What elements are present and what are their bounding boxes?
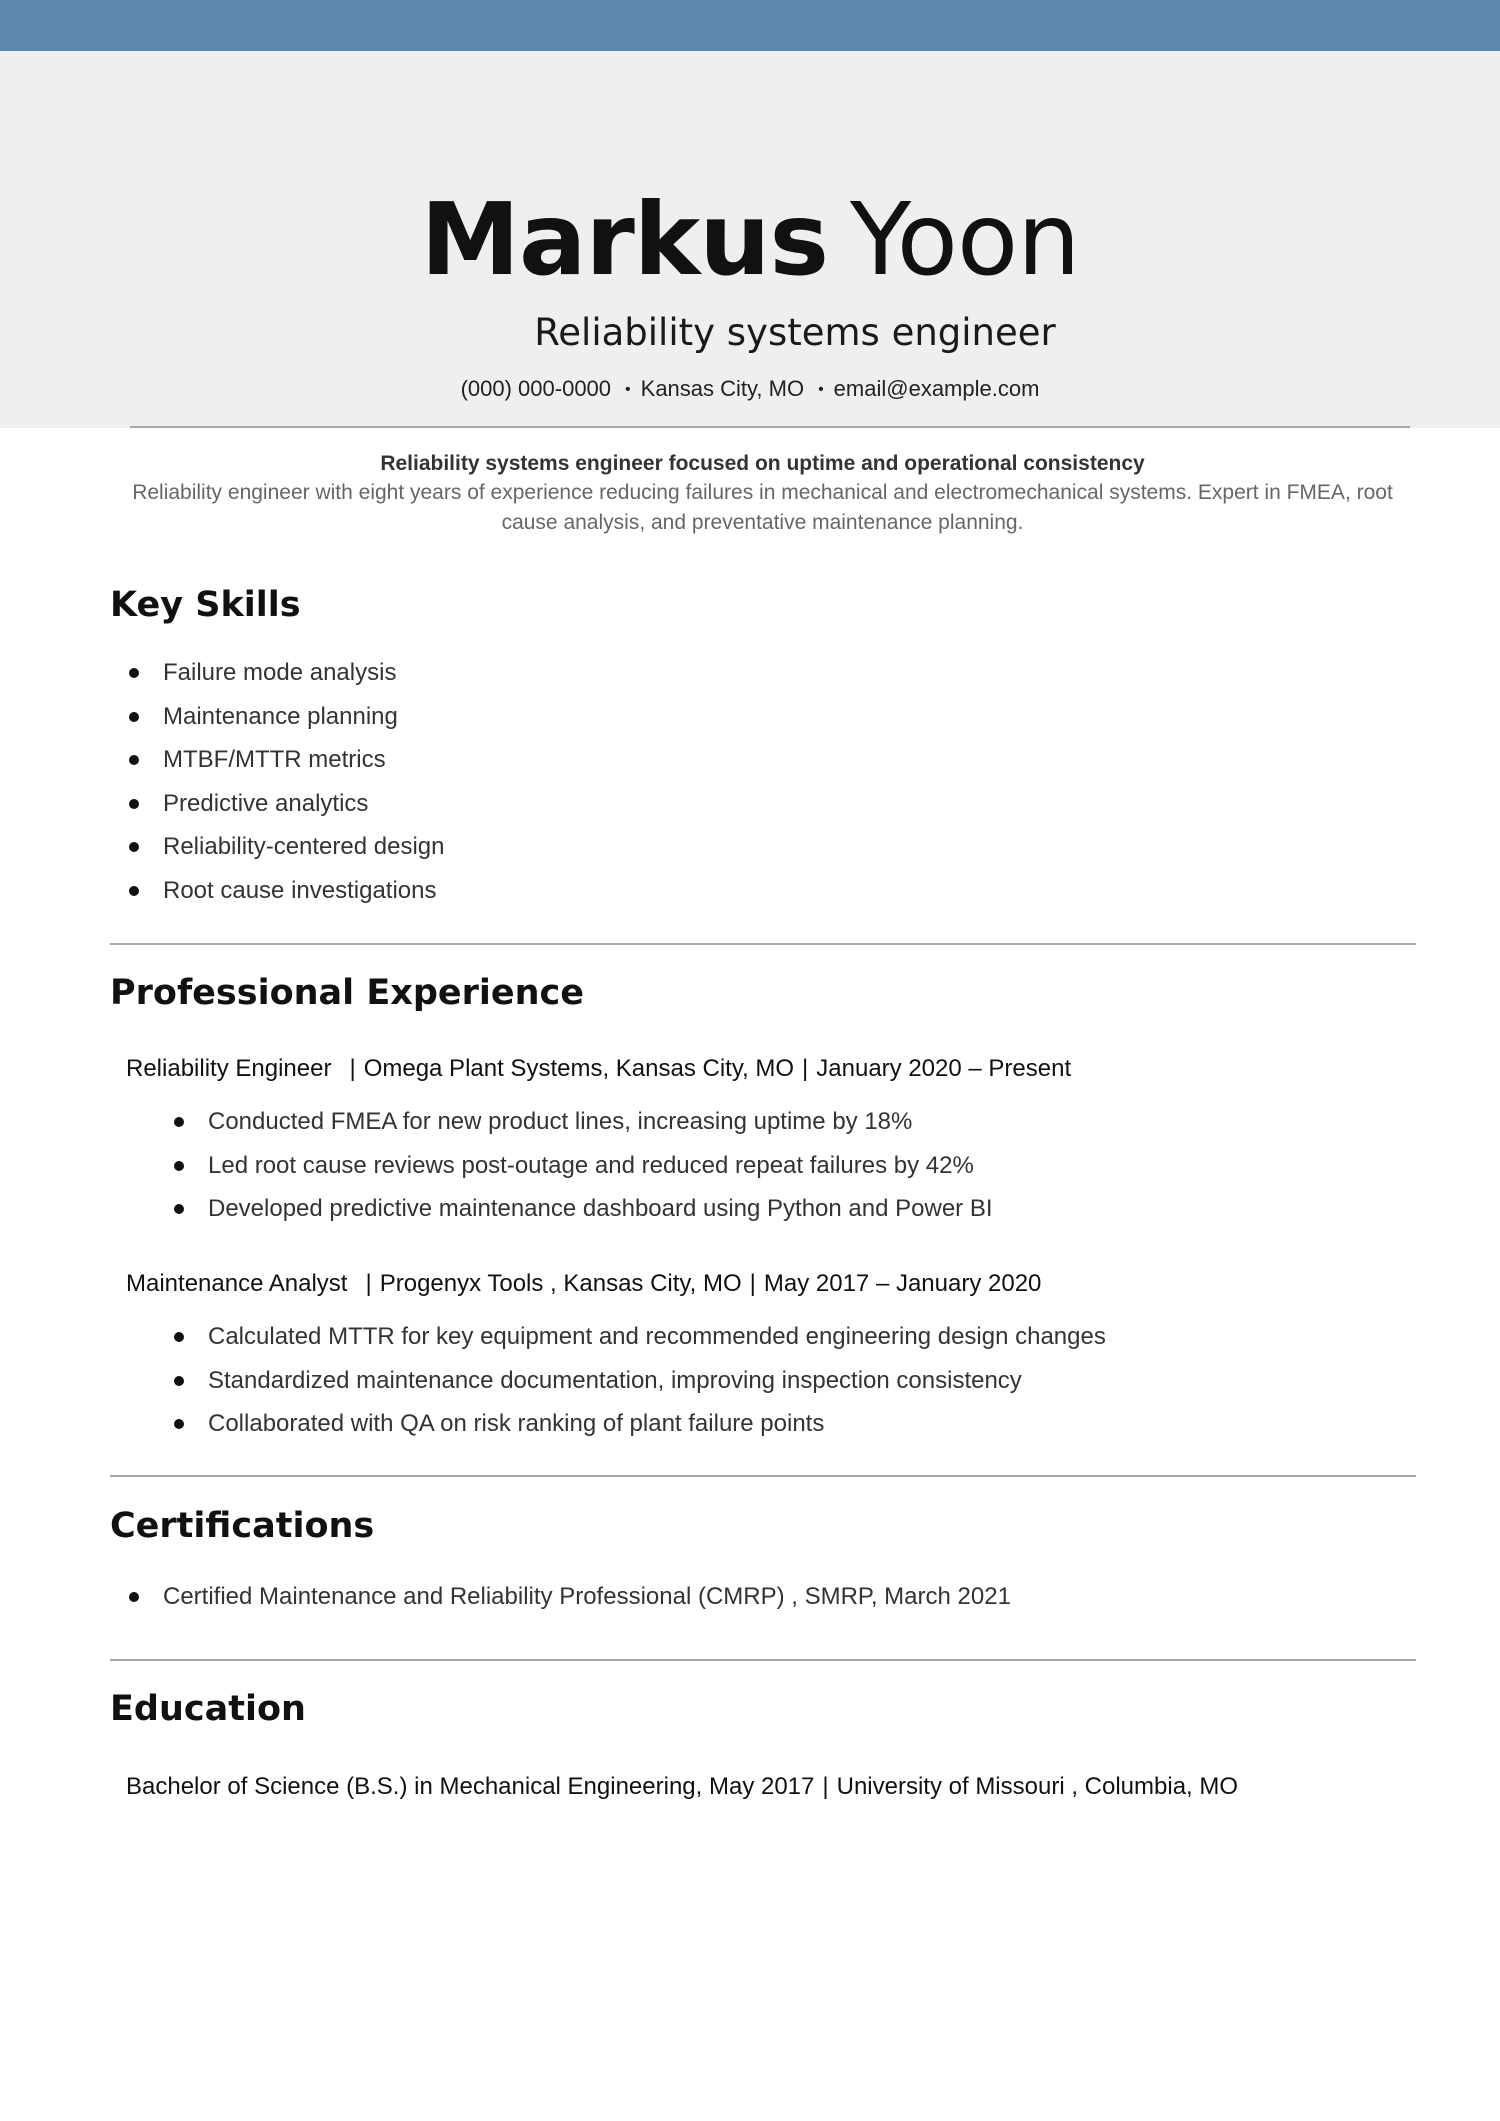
job-bullet: Standardized maintenance documentation, improving inspection consistency [208, 1359, 1106, 1403]
job-bullet: Conducted FMEA for new product lines, increasing uptime by 18% [208, 1100, 993, 1144]
school: University of Missouri , Columbia, MO [836, 1773, 1239, 1800]
job-dates: May 2017 – January 2020 [763, 1270, 1042, 1297]
skill-item: Predictive analytics [163, 782, 444, 826]
skill-item: Reliability-centered design [163, 825, 444, 869]
section-title-certifications: Certifications [110, 1506, 375, 1546]
section-title-skills: Key Skills [110, 585, 301, 625]
job-bullets [208, 1315, 1106, 1446]
job-separator: | [349, 1055, 356, 1082]
section-divider [110, 943, 1416, 945]
email[interactable]: email@example.com [833, 376, 1040, 401]
top-accent-bar [0, 0, 1500, 51]
skill-item: MTBF/MTTR metrics [163, 738, 444, 782]
skill-item: Root cause investigations [163, 869, 444, 913]
job-bullet: Developed predictive maintenance dashboard using Python and Power BI [208, 1187, 993, 1231]
job-bullet: Calculated MTTR for key equipment and recommended engineering design changes [208, 1315, 1106, 1359]
job-bullet: Collaborated with QA on risk ranking of plant failure points [208, 1402, 1106, 1446]
skill-item: Failure mode analysis [163, 651, 444, 695]
candidate-name [0, 180, 1500, 300]
skill-item: Maintenance planning [163, 695, 444, 739]
contact-separator: • [625, 381, 631, 398]
job-header [126, 1053, 1071, 1085]
job-role: Reliability Engineer [126, 1055, 332, 1082]
summary-text: Reliability engineer with eight years of experience reducing failures in mechanical and electromechanical systems. Expert in FMEA, root cause analysis, and preventative maintenance planning. [132, 481, 1393, 534]
header-divider [130, 426, 1410, 428]
job-bullets [208, 1100, 993, 1231]
section-divider [110, 1659, 1416, 1661]
job-separator: | [802, 1055, 809, 1082]
location: Kansas City, MO [640, 376, 805, 401]
job-title: Reliability systems engineer [534, 311, 1056, 354]
section-divider [110, 1475, 1416, 1477]
job-company: Progenyx Tools , Kansas City, MO [379, 1270, 742, 1297]
degree: Bachelor of Science (B.S.) in Mechanical Engineering, May 2017 [126, 1773, 815, 1800]
contact-line [0, 374, 1500, 405]
first-name: Markus [420, 181, 828, 298]
job-header [126, 1268, 1041, 1300]
certification-item: Certified Maintenance and Reliability Professional (CMRP) , SMRP, March 2021 [163, 1575, 1011, 1619]
certifications-list [163, 1575, 1011, 1619]
phone: (000) 000-0000 [460, 376, 612, 401]
job-separator: | [749, 1270, 756, 1297]
job-separator: | [365, 1270, 372, 1297]
job-bullet: Led root cause reviews post-outage and reduced repeat failures by 42% [208, 1144, 993, 1188]
job-role: Maintenance Analyst [126, 1270, 348, 1297]
section-title-education: Education [110, 1689, 306, 1729]
education-separator: | [822, 1773, 829, 1800]
section-title-experience: Professional Experience [110, 973, 585, 1013]
last-name: Yoon [849, 181, 1080, 298]
education-entry [126, 1771, 1238, 1803]
job-company: Omega Plant Systems, Kansas City, MO [363, 1055, 795, 1082]
job-dates: January 2020 – Present [816, 1055, 1072, 1082]
skills-list [163, 651, 444, 912]
summary-headline: Reliability systems engineer focused on uptime and operational consistency [380, 452, 1145, 475]
contact-separator: • [818, 381, 824, 398]
